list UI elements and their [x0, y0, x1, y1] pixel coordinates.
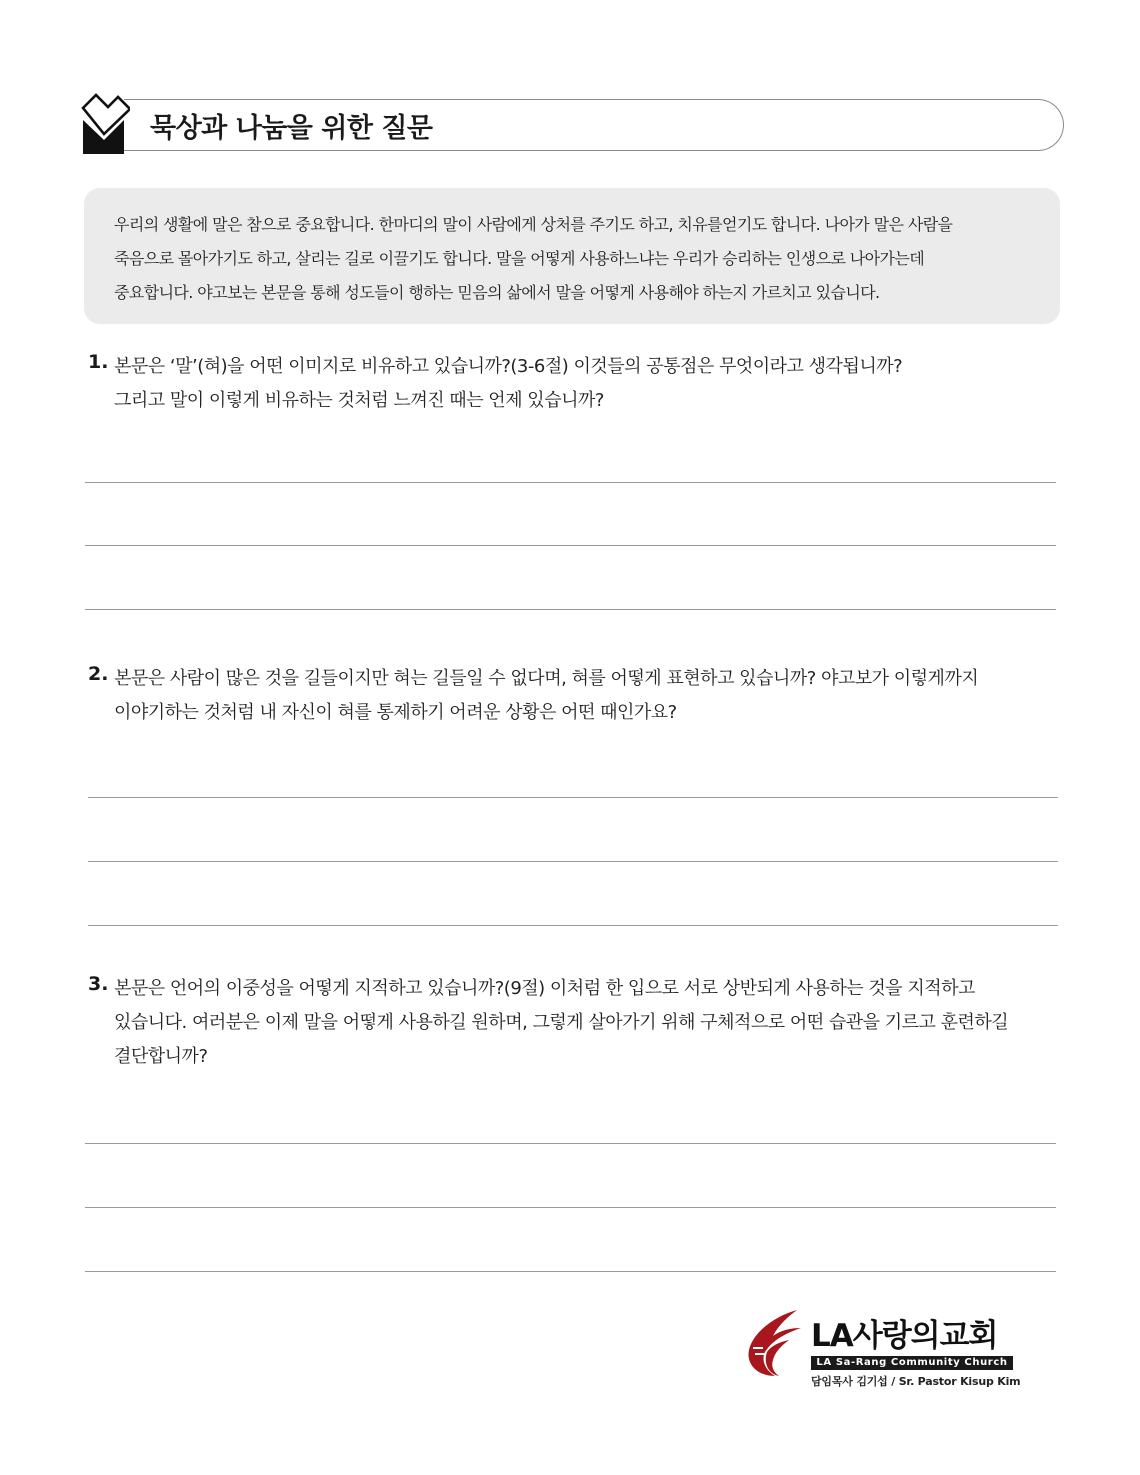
question-line: 있습니다. 여러분은 이제 말을 어떻게 사용하길 원하며, 그렇게 살아가기 위해 구체적으로 어떤 습관을 기르고 훈련하길 — [114, 1012, 1009, 1033]
section-header — [80, 90, 1066, 156]
answer-line[interactable] — [88, 797, 1058, 798]
answer-line[interactable] — [85, 482, 1056, 483]
answer-line[interactable] — [85, 1207, 1056, 1208]
intro-box — [84, 188, 1060, 324]
logo-name: LA사랑의교회 — [811, 1318, 998, 1354]
check-box-icon — [80, 90, 130, 156]
question-line: 본문은 언어의 이중성을 어떻게 지적하고 있습니까?(9절) 이처럼 한 입으로 서로 상반되게 사용하는 것을 지적하고 — [114, 978, 975, 999]
answer-line[interactable] — [88, 861, 1058, 862]
intro-line: 죽음으로 몰아가기도 하고, 살리는 길로 이끌기도 합니다. 말을 어떻게 사용하느냐는 우리가 승리하는 인생으로 나아가는데 — [114, 249, 925, 268]
answer-line[interactable] — [85, 609, 1056, 610]
flame-icon — [745, 1308, 807, 1378]
intro-text — [114, 208, 1032, 310]
intro-line: 우리의 생활에 말은 참으로 중요합니다. 한마디의 말이 사람에게 상처를 주기도 하고, 치유를얻기도 합니다. 나아가 말은 사람을 — [114, 215, 953, 234]
answer-line[interactable] — [85, 1143, 1056, 1144]
church-logo — [745, 1308, 1025, 1390]
page-title: 묵상과 나눔을 위한 질문 — [150, 113, 433, 144]
question-text — [114, 350, 1054, 418]
question-line: 본문은 사람이 많은 것을 길들이지만 혀는 길들일 수 없다며, 혀를 어떻게 표현하고 있습니까? 야고보가 이렇게까지 — [114, 668, 979, 689]
answer-line[interactable] — [88, 925, 1058, 926]
question-line: 본문은 ‘말’(혀)을 어떤 이미지로 비유하고 있습니까?(3-6절) 이것들의 공통점은 무엇이라고 생각됩니까? — [114, 356, 903, 377]
intro-line: 중요합니다. 야고보는 본문을 통해 성도들이 행하는 믿음의 삶에서 말을 어떻게 사용해야 하는지 가르치고 있습니다. — [114, 283, 880, 302]
answer-line[interactable] — [85, 1271, 1056, 1272]
question-line: 그리고 말이 이렇게 비유하는 것처럼 느껴진 때는 언제 있습니까? — [114, 390, 604, 411]
question-number: 1. — [88, 351, 109, 373]
question-number: 3. — [88, 973, 109, 995]
answer-line[interactable] — [85, 545, 1056, 546]
question-number: 2. — [88, 663, 109, 685]
logo-pastor: 담임목사 김기섭 / Sr. Pastor Kisup Kim — [811, 1375, 1021, 1388]
logo-english-name: LA Sa-Rang Community Church — [811, 1356, 1013, 1370]
question-line: 결단합니까? — [114, 1046, 208, 1067]
question-line: 이야기하는 것처럼 내 자신이 혀를 통제하기 어려운 상황은 어떤 때인가요? — [114, 702, 677, 723]
question-text — [114, 972, 1054, 1074]
question-text — [114, 662, 1054, 730]
